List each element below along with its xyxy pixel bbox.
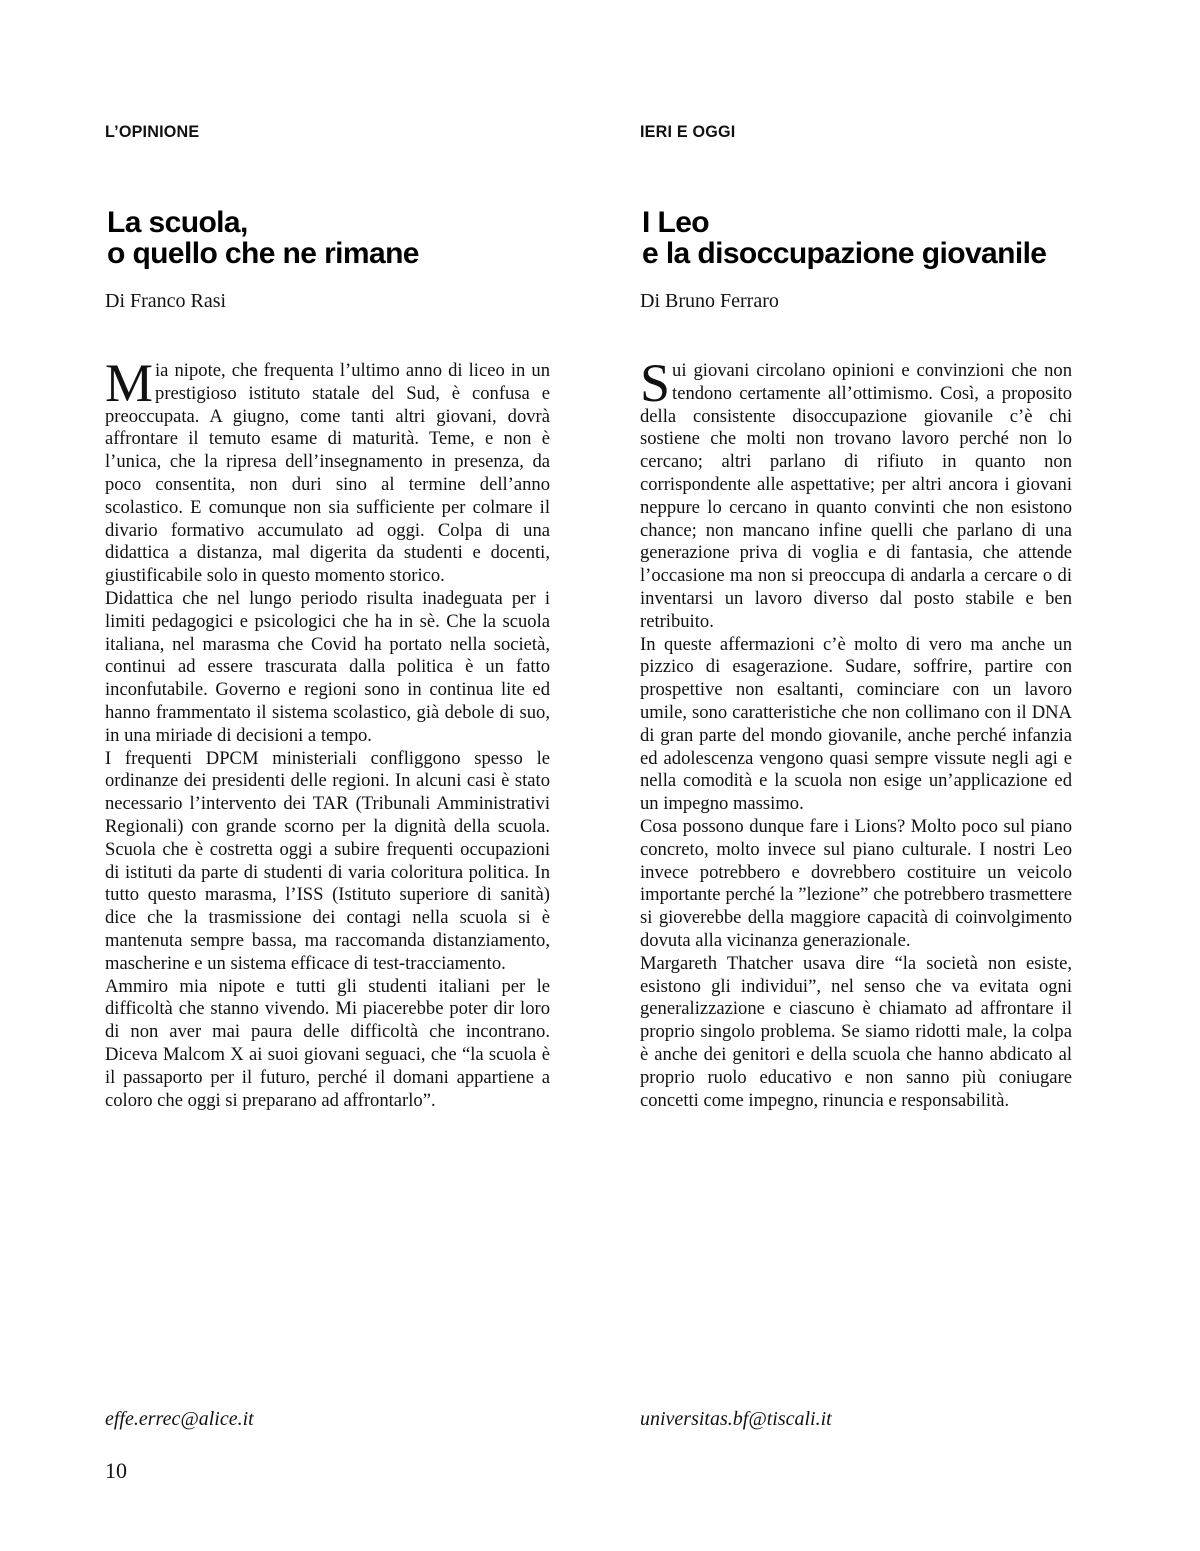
title-line: o quello che ne rimane [107,237,419,270]
drop-cap: S [640,353,671,413]
byline: Di Franco Rasi [105,290,227,312]
paragraph [105,353,550,588]
drop-cap: M [105,353,154,413]
title-line: I Leo [642,206,710,239]
article-body [105,353,550,1112]
paragraph [640,353,1072,634]
paragraph: Didattica che nel lungo periodo risulta inadeguata per i limiti pedagogici e psicologici che ha in sè. Che la scuola italiana, nel marasma che Covid ha portato nella società, continui ad essere trascurata dalla politica è un fatto inconfutabile. Governo e regioni sono in continua lite ed hanno frammentato il sistema scolastico, già debole di suo, in una miriade di decisioni a tempo. [105,587,550,746]
section-label: L’OPINIONE [105,122,200,141]
paragraph: In queste affermazioni c’è molto di vero ma anche un pizzico di esagerazione. Sudare, soffrire, partire con prospettive non esaltanti, cominciare con un lavoro umile, sono caratteristiche che non collimano con il DNA di gran parte del mondo giovanile, anche perché infanzia ed adolescenza vengono quasi sempre vissute negli agi e nella comodità e la scuola non esige un’applicazione ed un impegno massimo. [640,633,1072,815]
page-number: 10 [105,1458,127,1483]
section-label: IERI E OGGI [640,122,736,141]
article-title [107,207,419,269]
paragraph: Ammiro mia nipote e tutti gli studenti italiani per le difficoltà che stanno vivendo. Mi piacerebbe poter dir loro di non aver mai paura delle difficoltà che incontrano. Diceva Malcom X ai suoi giovani seguaci, che “la scuola è il passaporto per il futuro, perché il domani appartiene a coloro che oggi si preparano ad affrontarlo”. [105,975,550,1111]
article-title [642,207,1046,269]
author-email: universitas.bf@tiscali.it [640,1408,832,1430]
paragraph-text: ia nipote, che frequenta l’ultimo anno di liceo in un prestigioso istituto statale del Sud, è confusa e preoccupata. A giugno, come tanti altri giovani, dovrà affrontare il temuto esame di maturità. Teme, e non è l’unica, che la ripresa dell’insegnamento in presenza, da poco consentita, non duri sino al termine dell’anno scolastico. E comunque non sia sufficiente per colmare il divario formativo accumulato ad oggi. Colpa di una didattica a distanza, mal digerita da studenti e docenti, giustificabile solo in questo momento storico. [105,360,550,587]
paragraph: Margareth Thatcher usava dire “la società non esiste, esistono gli individui”, nel senso che va evitata ogni generalizzazione e ciascuno è chiamato ad affrontare il proprio singolo problema. Se siamo ridotti male, la colpa è anche dei genitori e della scuola che hanno abdicato al proprio ruolo educativo e non sanno più coniugare concetti come impegno, rinuncia e responsabilità. [640,952,1072,1111]
article-body [640,353,1072,1112]
title-line: La scuola, [107,206,248,239]
title-line: e la disoccupazione giovanile [642,237,1047,270]
paragraph: Cosa possono dunque fare i Lions? Molto poco sul piano concreto, molto invece sul piano culturale. I nostri Leo invece potrebbero e dovrebbero costituire un veicolo importante perché la ”lezione” che potrebbero trasmettere si gioverebbe della maggiore capacità di coinvolgimento dovuta alla vicinanza generazionale. [640,815,1072,951]
author-email: effe.errec@alice.it [105,1408,254,1430]
paragraph-text: ui giovani circolano opinioni e convinzioni che non tendono certamente all’ottimismo. Così, a proposito della consistente disoccupazione giovanile c’è chi sostiene che molti non trovano lavoro perché non lo cercano; altri parlano di rifiuto in quanto non corrispondente alle aspettative; per altri ancora i giovani neppure lo cercano in quanto convinti che non esistono chance; non mancano infine quelli che parlano di una generazione priva di voglia e di fantasia, che attende l’occasione ma non si preoccupa di andarla a cercare o di inventarsi un lavoro diverso dal posto stabile e ben retribuito. [640,360,1072,632]
byline: Di Bruno Ferraro [640,290,779,312]
paragraph: I frequenti DPCM ministeriali confliggono spesso le ordinanze dei presidenti delle regioni. In alcuni casi è stato necessario l’intervento dei TAR (Tribunali Amministrativi Regionali) con grande scorno per la dignità della scuola. Scuola che è costretta oggi a subire frequenti occupazioni di istituti da parte di studenti di varia coloritura politica. In tutto questo marasma, l’ISS (Istituto superiore di sanità) dice che la trasmissione dei contagi nella scuola si è mantenuta sempre bassa, ma raccomanda distanziamento, mascherine e un sistema efficace di test-tracciamento. [105,747,550,974]
